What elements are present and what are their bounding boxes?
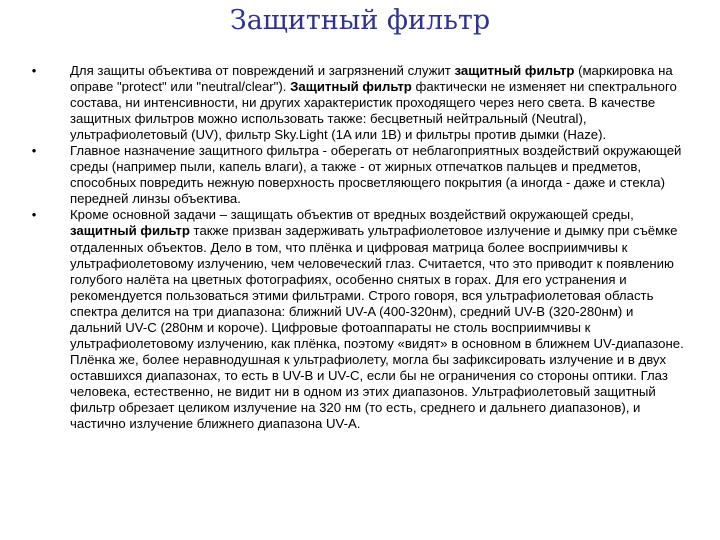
paragraph-bold-text: Защитный фильтр xyxy=(290,79,412,95)
paragraph-text: Кроме основной задачи – защищать объектив от вредных воздействий окружающей среды, xyxy=(70,207,634,223)
bullet-dot: • xyxy=(31,63,37,78)
bullet-item-3 xyxy=(28,207,684,432)
paragraph-text: Для защиты объектива от повреждений и загрязнений служит xyxy=(70,63,455,78)
slide-title: Защитный фильтр xyxy=(229,5,491,36)
paragraph-bold-text: защитный фильтр xyxy=(70,223,190,239)
paragraph-bold-text: защитный фильтр xyxy=(454,63,575,78)
paragraph-text: (маркировка на оправе "protect" или "neutral/clear"). xyxy=(70,63,673,95)
paragraph-text: фактически не изменяет ни спектрального состава, ни интенсивности, ни других характеристик проходящего через него света. В качестве защитных фильтров можно использовать также: бесцветный нейтральный (Neutral), ультрафиолетовый (UV), фильтр Sky.Light (1A или 1B) и фильтры против дымки (Haze). xyxy=(70,79,677,143)
bullet-dot: • xyxy=(31,143,37,159)
bullet-dot: • xyxy=(31,207,37,223)
bullet-item-2 xyxy=(28,143,684,207)
paragraph-text: также призван задерживать ультрафиолетовое излучение и дымку при съёмке отдаленных объектов. Дело в том, что плёнка и цифровая матрица более восприимчивы к ультрафиолетовому излучению, чем человеческий глаз. Считается, что это приводит к появлению голубого налёта на цветных фотографиях, особенно снятых в горах. Для его устранения и рекомендуется пользоваться этими фильтрами. Строго говоря, вся ультрафиолетовая область спектра делится на три диапазона: ближний UV-A (400-320нм), средний UV-B (320-280нм) и дальний UV-C (280нм и короче). Цифровые фотоаппараты не столь восприимчивы к ультрафиолетовому излучению, как плёнка, поэтому «видят» в основном в ближнем UV-диапазоне. Плёнка же, более неравнодушная к ультрафиолету, могла бы зафиксировать излучение и в двух оставшихся диапазонах, то есть в UV-B и UV-C, если бы не ограничения со стороны оптики. Глаз человека, естественно, не видит ни в одном из этих диапазонов. Ультрафиолетовый защитный фильтр обрезает целиком излучение на 320 нм (то есть, среднего и дальнего диапазонов), и частично излучение ближнего диапазона UV-A. xyxy=(70,223,684,432)
paragraph-text: Главное назначение защитного фильтра - оберегать от неблагоприятных воздействий окружающей среды (например пыли, капель влаги), а также - от жирных отпечатков пальцев и предметов, способных повредить нежную поверхность просветляющего покрытия (а иногда - даже и стекла) передней линзы объектива. xyxy=(70,143,682,207)
bullet-item-1 xyxy=(28,63,684,143)
bullet-list xyxy=(28,63,684,432)
